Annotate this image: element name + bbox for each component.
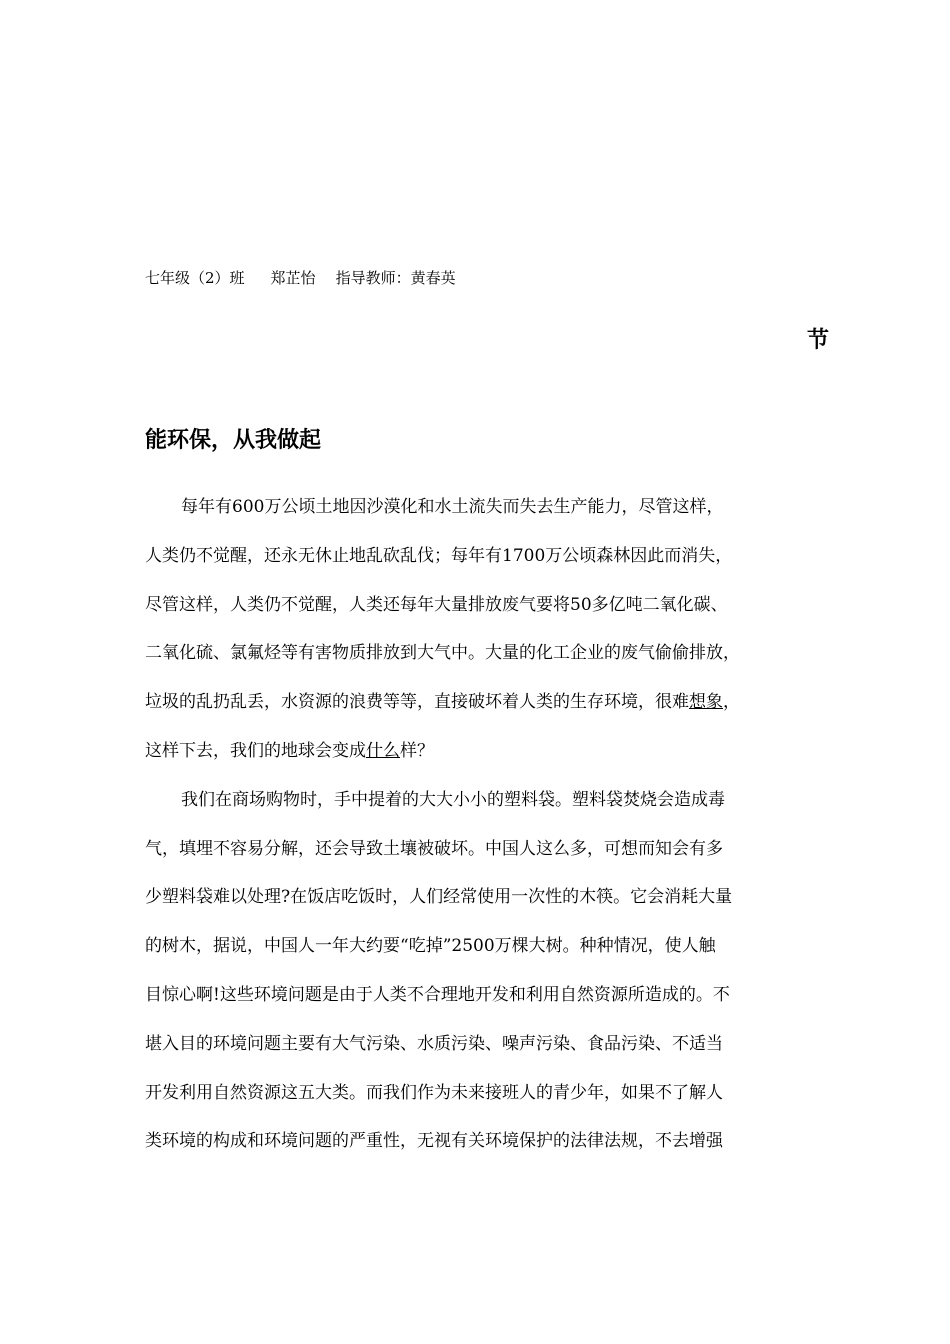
byline [145, 268, 456, 288]
text-line: 开发利用自然资源这五大类。而我们作为未来接班人的青少年，如果不了解人 [145, 1082, 723, 1103]
text-line: 人类仍不觉醒，还永无休止地乱砍乱伐；每年有1700万公顷森林因此而消失， [145, 545, 733, 566]
text-line: 气，填埋不容易分解，还会导致土壤被破坏。中国人这么多，可想而知会有多 [145, 838, 723, 859]
class-name: 七年级（2）班 [145, 269, 245, 287]
text-line: 堪入目的环境问题主要有大气污染、水质污染、噪声污染、食品污染、不适当 [145, 1033, 723, 1054]
teacher-name: 指导教师：黄春英 [335, 269, 456, 287]
text-segment: ， [723, 692, 740, 713]
text-line: 我们在商场购物时，手中提着的大大小小的塑料袋。塑料袋焚烧会造成毒 [181, 789, 725, 810]
text-line: 类环境的构成和环境问题的严重性，无视有关环境保护的法律法规，不去增强 [145, 1131, 723, 1152]
text-line [145, 727, 810, 776]
text-line: 目惊心啊!这些环境问题是由于人类不合理地开发和利用自然资源所造成的。不 [145, 984, 730, 1005]
text-line: 少塑料袋难以处理?在饭店吃饭时，人们经常使用一次性的木筷。它会消耗大量 [145, 887, 733, 908]
title-first-char: 节 [807, 327, 830, 353]
student-name: 郑芷怡 [270, 269, 316, 287]
text-line: 尽管这样，人类仍不觉醒，人类还每年大量排放废气要将50多亿吨二氧化碳、 [145, 594, 728, 615]
text-segment: 这样下去，我们的地球会变成 [145, 740, 366, 761]
title-rest: 能环保，从我做起 [145, 427, 322, 453]
text-line [145, 678, 810, 727]
underlined-link[interactable]: 什么 [366, 740, 400, 761]
body-text [145, 483, 810, 1166]
underlined-link[interactable]: 想象 [689, 692, 723, 713]
text-line: 的树木，据说，中国人一年大约要“吃掉”2500万棵大树。种种情况，使人触 [145, 936, 716, 957]
text-segment: 垃圾的乱扔乱丢，水资源的浪费等等，直接破坏着人类的生存环境，很难 [145, 692, 689, 713]
text-line: 每年有600万公顷土地因沙漠化和水土流失而失去生产能力，尽管这样， [181, 497, 724, 517]
text-segment: 样？ [400, 740, 434, 761]
text-line: 二氧化硫、氯氟烃等有害物质排放到大气中。大量的化工企业的废气偷偷排放， [145, 643, 740, 664]
